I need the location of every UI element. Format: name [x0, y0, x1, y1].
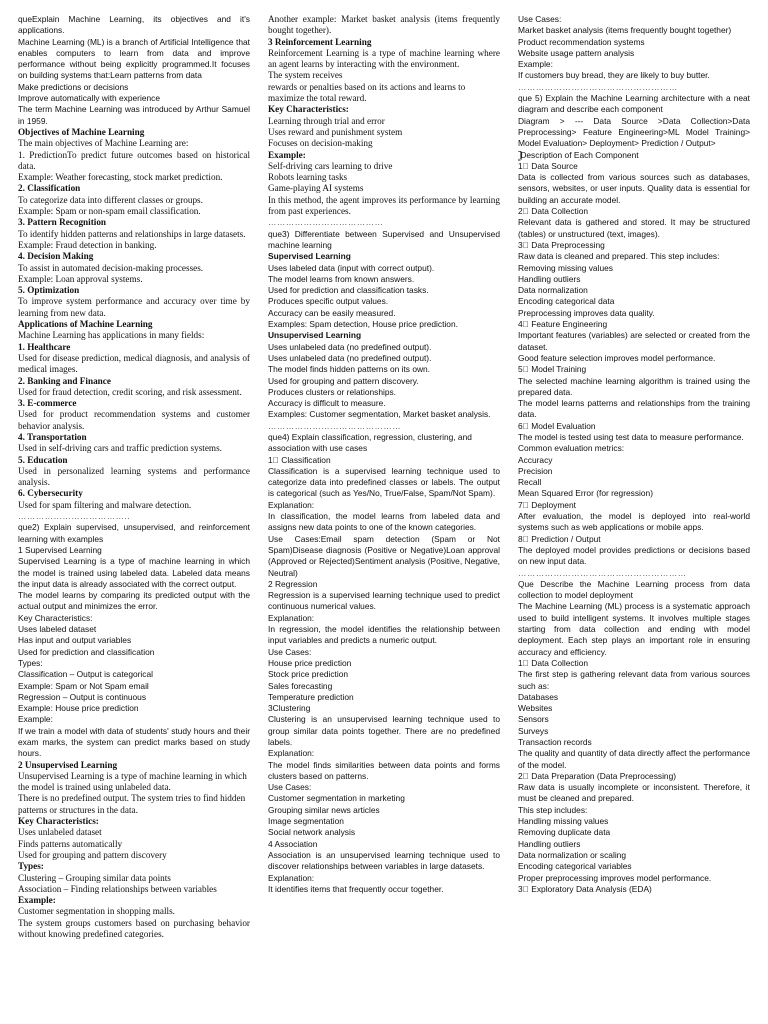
paragraph: It identifies items that frequently occur together.	[268, 883, 444, 894]
paragraph: 2 Unsupervised Learning	[18, 759, 118, 770]
paragraph: Self-driving cars learning to drive	[268, 160, 393, 171]
paragraph: The model finds similarities between data points and forms clusters based on patterns.	[268, 759, 500, 781]
paragraph: Uses labeled data (input with correct output).	[268, 262, 435, 273]
paragraph: Surveys	[518, 725, 549, 736]
paragraph: The Machine Learning (ML) process is a systematic approach used to build intelligent systems. It involves multiple stages starting from data collection and ending with model deployment. Each step plays an important role in ensuring accuracy and efficiency.	[518, 601, 750, 657]
paragraph: Robots learning tasks	[268, 172, 348, 183]
paragraph: 3. Pattern Recognition	[18, 217, 107, 228]
paragraph: Supervised Learning is a type of machine learning in which the model is trained using labeled data. Labeled data means the input data is already associated with the correct output.	[18, 556, 250, 589]
paragraph: If we train a model with data of students' study hours and their exam marks, the system can predict marks based on study hours.	[18, 725, 250, 759]
paragraph: To identify hidden patterns and relationships in large datasets.	[18, 228, 246, 239]
paragraph: 2. Banking and Finance	[18, 375, 111, 386]
paragraph: If customers buy bread, they are likely to buy butter.	[518, 70, 710, 81]
paragraph: There is no predefined output. The system tries to find hidden patterns or structures in the data.	[18, 793, 246, 815]
paragraph: 7⃣ Deployment	[518, 499, 576, 510]
paragraph: 1⃣ Data Source	[518, 160, 578, 171]
paragraph: Raw data is usually incomplete or inconsistent. Therefore, it must be cleaned and prepared.	[518, 782, 750, 804]
paragraph: 2 Regression	[268, 578, 318, 589]
paragraph: Proper preprocessing improves model performance.	[518, 872, 712, 883]
paragraph: Data normalization	[518, 285, 588, 296]
paragraph: 3⃣ Exploratory Data Analysis (EDA)	[518, 883, 652, 894]
paragraph: The selected machine learning algorithm is trained using the prepared data.	[518, 375, 750, 397]
paragraph: 1. Healthcare	[18, 341, 71, 352]
paragraph: Types:	[18, 657, 43, 668]
paragraph: Use Cases:	[268, 646, 312, 657]
paragraph: 4. Transportation	[18, 431, 87, 442]
paragraph: Raw data is cleaned and prepared. This step includes:	[518, 251, 720, 262]
paragraph: Clustering – Grouping similar data points	[18, 872, 171, 883]
paragraph: Websites	[518, 703, 553, 714]
paragraph: Transaction records	[518, 737, 592, 747]
paragraph: Used for prediction and classification	[18, 646, 155, 657]
paragraph: Use Cases:Email spam detection (Spam or Not Spam)Disease diagnosis (Positive or Negative)Loan approval (Approved or Rejected)Sentiment analysis (Positive, Negative, Neutral)	[268, 533, 500, 578]
paragraph: Explanation:	[268, 748, 315, 759]
paragraph: Used for spam filtering and malware detection.	[18, 499, 192, 510]
paragraph: Association – Finding relationships between variables	[18, 883, 217, 894]
paragraph: Objectives of Machine Learning	[18, 126, 145, 137]
paragraph: 3Clustering	[268, 703, 311, 714]
paragraph: Example:	[518, 59, 553, 70]
paragraph: Has input and output variables	[18, 635, 132, 646]
paragraph: 4. Decision Making	[18, 251, 94, 262]
paragraph: The model learns from known answers.	[268, 273, 415, 284]
paragraph: Use Cases:	[518, 14, 562, 24]
paragraph: Grouping similar news articles	[268, 804, 380, 815]
paragraph: Example: House price prediction	[18, 703, 139, 714]
paragraph: Example: Fraud detection in banking.	[18, 239, 157, 250]
paragraph: Common evaluation metrics:	[518, 443, 625, 454]
paragraph: Use Cases:	[268, 782, 312, 793]
paragraph: Uses unlabeled dataset	[18, 827, 102, 838]
paragraph: The system groups customers based on purchasing behavior without knowing predefined categories.	[18, 917, 250, 940]
paragraph: Game-playing AI systems	[268, 183, 364, 194]
paragraph: Social network analysis	[268, 827, 356, 838]
paragraph: Unsupervised Learning is a type of machine learning in which the model is trained using unlabeled data.	[18, 770, 247, 793]
paragraph: To improve system performance and accuracy over time by learning from new data.	[18, 296, 250, 318]
paragraph: Types:	[18, 861, 44, 872]
paragraph: Databases	[518, 691, 559, 702]
paragraph: The main objectives of Machine Learning are:	[18, 138, 189, 149]
paragraph: Key Characteristics:	[268, 104, 349, 115]
paragraph: Used for fraud detection, credit scoring, and risk assessment.	[18, 386, 242, 397]
paragraph: Regression is a supervised learning technique used to predict continuous numerical values.	[268, 590, 500, 612]
paragraph: 1⃣ Classification	[268, 454, 331, 465]
paragraph: 5⃣ Model Training	[518, 364, 587, 375]
paragraph: Good feature selection improves model performance.	[518, 352, 716, 363]
paragraph: Accuracy is difficult to measure.	[268, 398, 386, 409]
paragraph: Website usage pattern analysis	[518, 47, 635, 58]
paragraph: To categorize data into different classes or groups.	[18, 194, 203, 205]
paragraph: Example:	[268, 149, 306, 160]
paragraph: The quality and quantity of data directly affect the performance of the model.	[518, 748, 750, 770]
paragraph: Used in self-driving cars and traffic prediction systems.	[18, 443, 222, 454]
paragraph: Example: Weather forecasting, stock market prediction.	[18, 172, 223, 183]
paragraph: Regression – Output is continuous	[18, 691, 147, 702]
paragraph: Key Characteristics:	[18, 816, 99, 827]
paragraph: Data is collected from various sources such as databases, sensors, websites, or user inputs. Quality data is essential for building an accurate model.	[518, 172, 750, 205]
paragraph: Classification is a supervised learning technique used to categorize data into predefined classes or labels. The output is categorical (such as Yes/No, True/False, Spam/Not Spam).	[268, 465, 500, 499]
column-right	[518, 14, 750, 1024]
paragraph: 5. Education	[18, 454, 68, 465]
paragraph: Encoding categorical data	[518, 296, 615, 307]
paragraph: ………………………………………………	[518, 81, 678, 92]
paragraph: Used for prediction and classification tasks.	[268, 285, 429, 296]
column-left	[18, 14, 250, 1024]
paragraph: The model learns by comparing its predicted output with the actual output and minimizes the error.	[18, 590, 250, 612]
paragraph: 2⃣ Data Preparation (Data Preprocessing)	[518, 770, 677, 781]
paragraph: que 5) Explain the Machine Learning architecture with a neat diagram and describe each component	[518, 93, 750, 115]
column-middle	[268, 14, 500, 1024]
paragraph: Temperature prediction	[268, 691, 354, 702]
paragraph: 2. Classification	[18, 183, 81, 194]
paragraph: ………………………………………	[268, 420, 402, 431]
paragraph: Handling outliers	[518, 273, 581, 284]
paragraph: Explanation:	[268, 612, 315, 623]
paragraph: Used for product recommendation systems and customer behavior analysis.	[18, 409, 250, 431]
paragraph: Applications of Machine Learning	[18, 319, 153, 330]
paragraph: Uses labeled dataset	[18, 624, 97, 635]
paragraph: Another example: Market basket analysis (items frequently bought together).	[268, 14, 500, 36]
paragraph: Examples: Customer segmentation, Market basket analysis.	[268, 409, 491, 420]
paragraph: Accuracy	[518, 454, 553, 465]
paragraph: Product recommendation systems	[518, 36, 645, 47]
paragraph: Used for grouping and pattern discovery.	[268, 375, 419, 386]
paragraph: Data normalization or scaling	[518, 849, 626, 860]
paragraph: Important features (variables) are selected or created from the dataset.	[518, 330, 750, 352]
paragraph: Mean Squared Error (for regression)	[518, 488, 653, 499]
paragraph: The model learns patterns and relationships from the training data.	[518, 398, 750, 420]
paragraph: The deployed model provides predictions or decisions based on new input data.	[518, 544, 750, 567]
paragraph: 8⃣ Prediction / Output	[518, 533, 601, 544]
paragraph: Improve automatically with experience	[18, 93, 160, 104]
paragraph: que4) Explain classification, regression, clustering, and association with use cases	[268, 431, 472, 454]
paragraph: Make predictions or decisions	[18, 81, 129, 92]
paragraph: Uses reward and punishment system	[268, 126, 403, 137]
paragraph: House price prediction	[268, 657, 352, 668]
paragraph: Market basket analysis (items frequently bought together)	[518, 25, 732, 36]
paragraph: In regression, the model identifies the relationship between input variables and predicts a numeric output.	[268, 624, 500, 646]
paragraph: Explanation:	[268, 872, 315, 883]
paragraph: Supervised Learning	[268, 251, 351, 262]
paragraph: rewards or penalties based on its actions and learns to maximize the total reward.	[268, 81, 466, 104]
paragraph: After evaluation, the model is deployed into real-world systems such as web applications or mobile apps.	[518, 511, 750, 533]
paragraph: Examples: Spam detection, House price prediction.	[268, 319, 458, 330]
paragraph: Accuracy can be easily measured.	[268, 307, 396, 318]
paragraph: 6. Cybersecurity	[18, 488, 83, 499]
paragraph: Learning through trial and error	[268, 115, 385, 126]
paragraph: 4⃣ Feature Engineering	[518, 319, 608, 330]
paragraph: 1. PredictionTo predict future outcomes based on historical data.	[18, 149, 250, 171]
paragraph: …………………………………………………	[518, 567, 687, 578]
paragraph: Classification – Output is categorical	[18, 669, 153, 680]
paragraph: 2⃣ Data Collection	[518, 206, 589, 217]
paragraph: …………………………………	[268, 217, 384, 228]
paragraph: Explanation:	[268, 499, 315, 510]
paragraph: que3) Differentiate between Supervised and Unsupervised machine learning	[268, 228, 500, 250]
paragraph: Produces specific output values.	[268, 296, 389, 307]
paragraph: 3 Reinforcement Learning	[268, 36, 372, 47]
paragraph: Removing missing values	[518, 262, 613, 273]
paragraph: This step includes:	[518, 804, 588, 815]
paragraph: Customer segmentation in marketing	[268, 793, 405, 804]
paragraph: 5. Optimization	[18, 285, 80, 296]
paragraph: Que Describe the Machine Learning process from data collection to model deployment	[518, 578, 750, 601]
paragraph: Uses unlabeled data (no predefined output).	[268, 352, 432, 363]
paragraph: Removing duplicate data	[518, 827, 611, 838]
paragraph: 1 Supervised Learning	[18, 544, 102, 555]
paragraph: 3. E-commerce	[18, 398, 77, 409]
paragraph: Handling outliers	[518, 838, 581, 849]
paragraph: The first step is gathering relevant data from various sources such as:	[518, 669, 750, 691]
paragraph: ………………………………..	[18, 511, 131, 522]
paragraph: Unsupervised Learning	[268, 330, 362, 341]
paragraph: Example: Spam or non-spam email classification.	[18, 206, 201, 217]
paragraph: Finds patterns automatically	[18, 838, 123, 849]
paragraph: Example: Spam or Not Spam email	[18, 680, 149, 691]
paragraph: Sensors	[518, 714, 549, 725]
paragraph: Preprocessing improves data quality.	[518, 307, 655, 318]
paragraph: Example:	[18, 714, 53, 725]
paragraph: Clustering is an unsupervised learning technique used to group similar data points together. There are no predefined labels.	[268, 714, 500, 747]
paragraph: 3⃣ Data Preprocessing	[518, 239, 605, 250]
paragraph: Produces clusters or relationships.	[268, 386, 397, 397]
paragraph: Sales forecasting	[268, 680, 333, 691]
paragraph: Handling missing values	[518, 816, 609, 827]
paragraph: Reinforcement Learning is a type of machine learning where an agent learns by interacting with the environment.	[268, 47, 500, 70]
paragraph: Focuses on decision-making	[268, 138, 373, 149]
paragraph: Relevant data is gathered and stored. It may be structured (tables) or unstructured (text, images).	[518, 217, 750, 239]
paragraph: In this method, the agent improves its performance by learning from past experiences.	[268, 194, 500, 217]
paragraph: The term Machine Learning was introduced by Arthur Samuel in 1959.	[18, 104, 250, 126]
paragraph: queExplain Machine Learning, its objectives and it's applications.	[18, 14, 250, 36]
paragraph: que2) Explain supervised, unsupervised, and reinforcement learning with examples	[18, 522, 250, 544]
paragraph: To assist in automated decision-making processes.	[18, 262, 204, 273]
paragraph: Uses unlabeled data (no predefined output).	[268, 341, 432, 352]
paragraph: Association is an unsupervised learning technique used to discover relationships between variables in large datasets.	[268, 849, 500, 872]
paragraph: Key Characteristics:	[18, 612, 93, 623]
paragraph: The model finds hidden patterns on its own.	[268, 364, 431, 375]
paragraph: In classification, the model learns from labeled data and assigns new data points to one of the known categories.	[268, 511, 500, 533]
paragraph: The system receives	[268, 70, 343, 81]
paragraph: Image segmentation	[268, 816, 344, 827]
paragraph: Example: Loan approval systems.	[18, 273, 143, 284]
paragraph: The model is tested using test data to measure performance.	[518, 431, 744, 442]
paragraph: 1⃣ Data Collection	[518, 657, 589, 668]
paragraph: Machine Learning (ML) is a branch of Artificial Intelligence that enables computers to learn from data and improve performance without being explicitly programmed.It focuses on building systems that:Learn patterns from data	[18, 36, 250, 81]
paragraph: 4 Association	[268, 838, 318, 849]
paragraph: Used in personalized learning systems and performance analysis.	[18, 465, 250, 488]
paragraph: Precision	[518, 465, 553, 476]
paragraph: Machine Learning has applications in many fields:	[18, 330, 205, 341]
paragraph: Stock price prediction	[268, 669, 349, 680]
paragraph: ⃣ Description of Each Component	[518, 149, 639, 160]
paragraph: Example:	[18, 895, 56, 906]
paragraph: 6⃣ Model Evaluation	[518, 420, 596, 431]
paragraph: Used for grouping and pattern discovery	[18, 849, 167, 860]
paragraph: Recall	[518, 477, 542, 488]
paragraph: Diagram > --- Data Source >Data Collection>Data Preprocessing> Feature Engineering>ML Model Training> Model Evaluation> Deployment> Prediction / Output>	[518, 115, 750, 149]
paragraph: Encoding categorical variables	[518, 861, 632, 872]
paragraph: Customer segmentation in shopping malls.	[18, 906, 175, 917]
paragraph: Used for disease prediction, medical diagnosis, and analysis of medical images.	[18, 352, 250, 375]
